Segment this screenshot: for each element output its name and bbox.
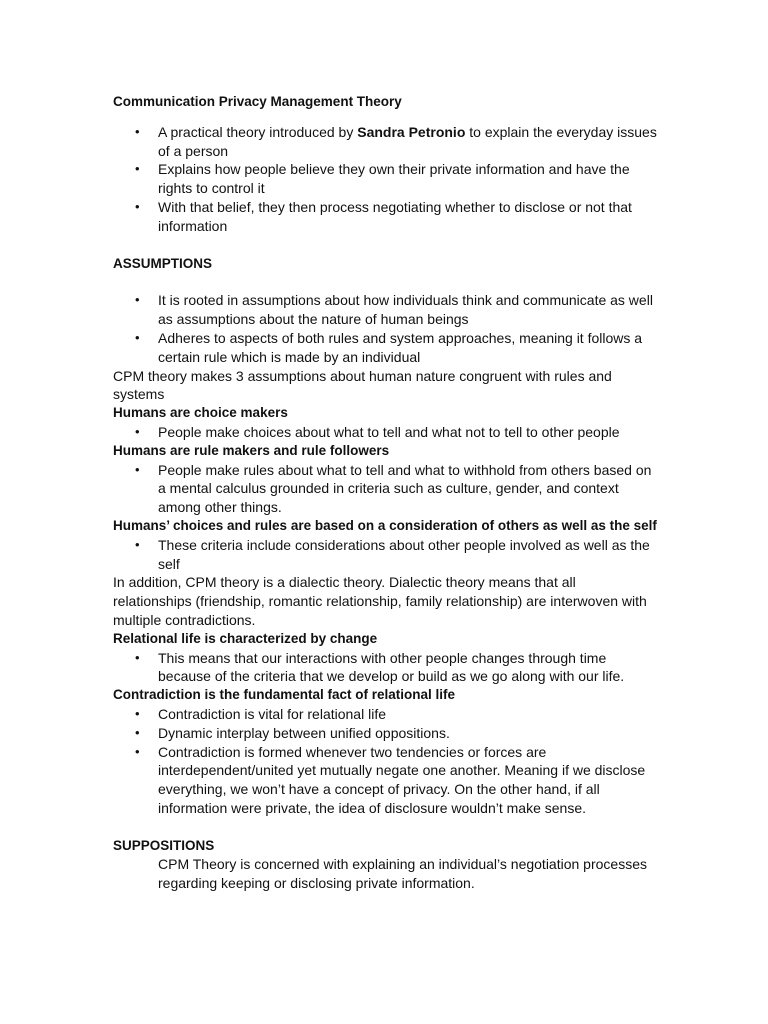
subheading-choice-makers: Humans are choice makers [113,405,288,421]
relational-change-list [113,649,658,687]
intro-bullet-1-text-b: to explain the everyday issues of a person [158,123,657,159]
contradiction-list [113,705,658,818]
intro-bullet-3: • With that belief, they then process negotiating whether to disclose or not that information [113,198,658,236]
rule-makers-bullet: • People make rules about what to tell and what to withhold from others based on a mental calculus grounded in criteria such as culture, gender, and context among other things. [113,461,658,517]
intro-bullet-2: • Explains how people believe they own their private information and have the rights to control it [113,160,658,198]
contradiction-bullet-2: • Dynamic interplay between unified oppositions. [113,724,658,743]
assumptions-bullet-list [113,291,658,366]
subheading-consideration-of-others: Humans’ choices and rules are based on a consideration of others as well as the self [113,517,657,533]
subheading-relational-change: Relational life is characterized by change [113,630,378,646]
suppositions-heading: SUPPOSITIONS [113,837,215,853]
intro-bullet-list [113,123,658,236]
choice-makers-list [113,423,658,442]
intro-bullet-1 [113,123,658,161]
choice-makers-bullet: • People make choices about what to tell and what not to tell to other people [113,423,658,442]
suppositions-paragraph: CPM Theory is concerned with explaining an individual’s negotiation processes regarding keeping or disclosing private information. [158,856,647,892]
assumption-bullet-2: • Adheres to aspects of both rules and system approaches, meaning it follows a certain rule which is made by an individual [113,329,658,367]
assumption-bullet-1: • It is rooted in assumptions about how individuals think and communicate as well as assumptions about the nature of human beings [113,291,658,329]
assumptions-heading: ASSUMPTIONS [113,255,213,271]
document-page [113,93,658,893]
subheading-contradiction: Contradiction is the fundamental fact of relational life [113,687,456,703]
relational-change-bullet: • This means that our interactions with other people changes through time because of the criteria that we develop or build as we go along with our life. [113,649,658,687]
author-name: Sandra Petronio [357,123,466,140]
intro-bullet-1-text-a: A practical theory introduced by [158,123,358,140]
contradiction-bullet-3: • Contradiction is formed whenever two tendencies or forces are interdependent/united yet mutually negate one another. Meaning if we disclose everything, we won’t have a concept of privacy. On the other hand, if all information were private, the idea of disclosure wouldn’t make sense. [113,743,658,818]
consideration-bullet: • These criteria include considerations about other people involved as well as the self [113,536,658,574]
subheading-rule-makers: Humans are rule makers and rule followers [113,442,390,458]
contradiction-bullet-1: • Contradiction is vital for relational life [113,705,658,724]
document-title: Communication Privacy Management Theory [113,94,402,109]
assumptions-paragraph-1: CPM theory makes 3 assumptions about human nature congruent with rules and systems [113,367,612,403]
consideration-list [113,536,658,574]
assumptions-paragraph-2: In addition, CPM theory is a dialectic theory. Dialectic theory means that all relationships (friendship, romantic relationship, family relationship) are interwoven with multiple contradictions. [113,574,647,628]
rule-makers-list [113,461,658,517]
